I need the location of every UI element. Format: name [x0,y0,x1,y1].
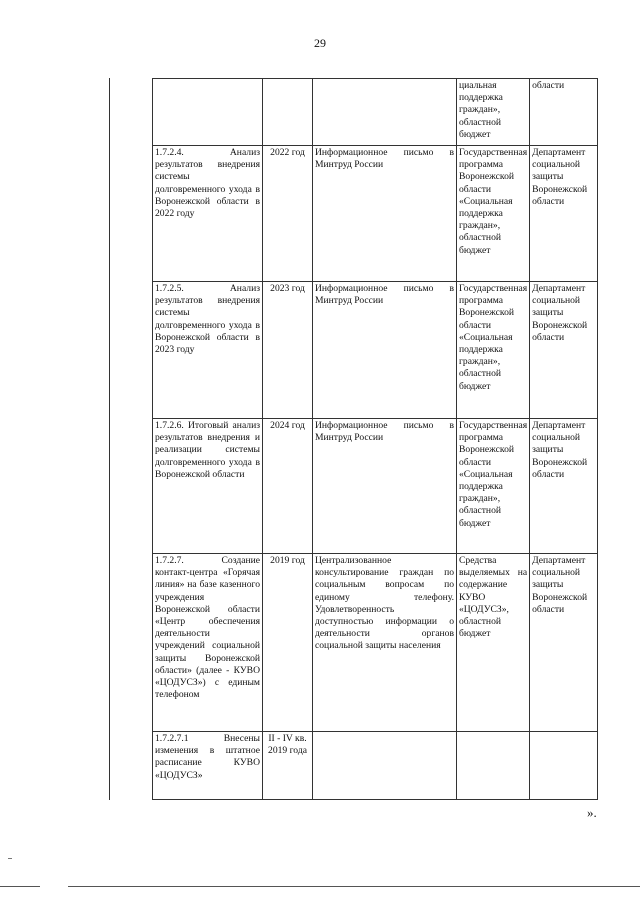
measure-year: 2023 год [263,282,313,419]
measure-funding: Государственная программа Воронежской области «Социальная поддержка граждан», областной бюджет [457,146,530,282]
page-number: 29 [314,36,326,50]
measure-year: 2019 год [263,554,313,732]
measure-funding: циальная поддержка граждан», областной бюджет [457,79,530,146]
measure-result: Информационное письмо в Минтруд России [313,146,457,282]
measure-funding: Государственная программа Воронежской области «Социальная поддержка граждан», областной бюджет [457,282,530,419]
table-row [153,146,598,282]
measure-year [263,79,313,146]
measure-executor: Департамент социальной защиты Воронежской области [530,554,598,732]
measure-executor: Департамент социальной защиты Воронежской области [530,282,598,419]
measures-table [152,78,598,800]
measure-text: 1.7.2.5. Анализ результатов внедрения системы долговременного ухода в Воронежской области в 2023 году [153,282,263,419]
measure-executor: Департамент социальной защиты Воронежской области [530,146,598,282]
measure-year: 2024 год [263,419,313,554]
measure-text: 1.7.2.7. Создание контакт-центра «Горячая линия» на базе казенного учреждения Воронежской области «Центр обеспечения деятельности учреждений социальной защиты Воронежской области» (далее - КУВО «ЦОДУСЗ») с единым телефоном [153,554,263,732]
table-row [153,282,598,419]
footer-rule [68,886,640,887]
measure-result: Информационное письмо в Минтруд России [313,282,457,419]
measure-year: 2022 год [263,146,313,282]
margin-mark [8,858,12,859]
measure-executor: Департамент социальной защиты Воронежской области [530,419,598,554]
table-row [153,419,598,554]
measure-text [153,79,263,146]
measure-result: Информационное письмо в Минтруд России [313,419,457,554]
table-row [153,79,598,146]
table-row [153,554,598,732]
footer-rule [0,886,40,887]
measure-executor: области [530,79,598,146]
left-margin-rule [109,78,110,800]
measure-result: Централизованное консультирование граждан по социальным вопросам по единому телефону. Удовлетворенность доступностью информации о деятельности органов социальной защиты населения [313,554,457,732]
subitem-text: 1.7.2.7.1 Внесены изменения в штатное расписание КУВО «ЦОДУСЗ» [153,732,263,800]
measure-funding: Средства выделяемых на содержание КУВО «ЦОДУСЗ», областной бюджет [457,554,530,732]
measure-text: 1.7.2.4. Анализ результатов внедрения системы долговременного ухода в Воронежской области в 2022 году [153,146,263,282]
measure-text: 1.7.2.6. Итоговый анализ результатов внедрения и реализации системы долговременного ухода в Воронежской области [153,419,263,554]
measure-result [313,79,457,146]
subitem-year: II - IV кв. 2019 года [263,732,313,800]
closing-quote: ». [587,805,597,820]
measure-funding: Государственная программа Воронежской области «Социальная поддержка граждан», областной бюджет [457,419,530,554]
table-row [153,732,598,800]
